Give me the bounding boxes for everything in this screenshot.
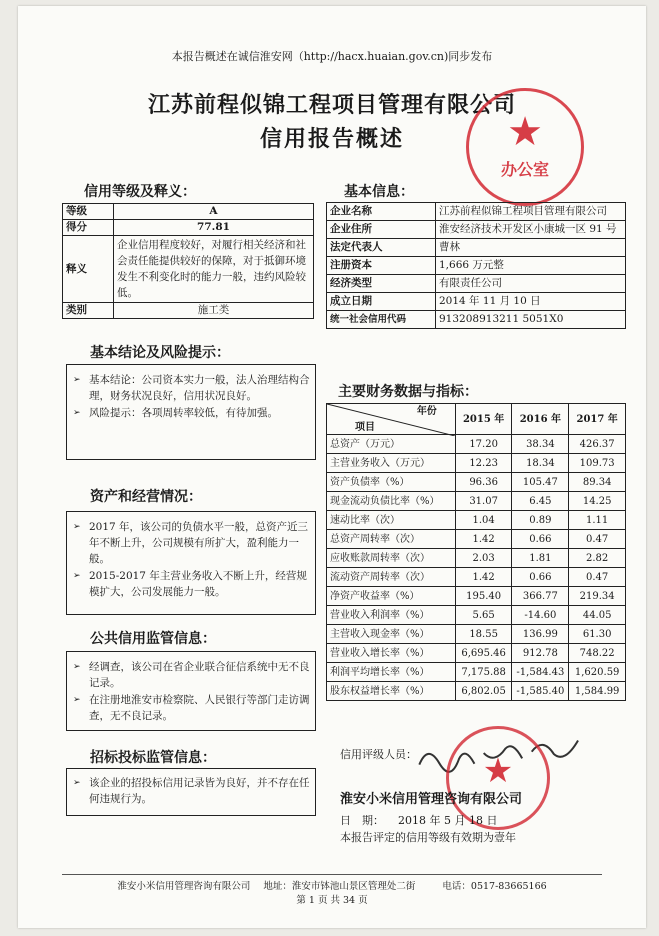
metric-value: 1.81 bbox=[512, 549, 569, 568]
footer-divider bbox=[62, 874, 602, 875]
metric-value: 0.47 bbox=[569, 568, 626, 587]
metric-value: 6,802.05 bbox=[455, 682, 512, 701]
arrow-bullet-icon: ➢ bbox=[73, 778, 81, 788]
year-header: 2016 年 bbox=[512, 404, 569, 435]
list-item: ➢ 风险提示：各项周转率较低，有待加强。 bbox=[73, 407, 278, 419]
table-row bbox=[327, 606, 626, 625]
arrow-bullet-icon: ➢ bbox=[73, 695, 81, 705]
metric-value: -1,584.43 bbox=[512, 663, 569, 682]
rating-table bbox=[62, 203, 314, 319]
footer-address: 地址：淮安市钵池山景区管理处二街 bbox=[263, 881, 416, 892]
table-row bbox=[327, 587, 626, 606]
table-row bbox=[327, 275, 626, 293]
seal-star-icon: ★ bbox=[482, 751, 514, 791]
metric-value: 12.23 bbox=[455, 454, 512, 473]
metric-value: 1,620.59 bbox=[569, 663, 626, 682]
financial-heading: 主要财务数据与指标： bbox=[338, 384, 478, 400]
table-row bbox=[327, 682, 626, 701]
bidding-heading: 招标投标监管信息： bbox=[90, 750, 216, 766]
table-row bbox=[327, 492, 626, 511]
metric-value: 31.07 bbox=[455, 492, 512, 511]
metric-name: 流动资产周转率（次） bbox=[327, 568, 456, 587]
table-row bbox=[327, 530, 626, 549]
metric-value: 0.89 bbox=[512, 511, 569, 530]
category-value: 施工类 bbox=[114, 303, 314, 319]
list-item: ➢ 基本结论：公司资本实力一般，法人治理结构合理，财务状况良好，信用状况良好。 bbox=[73, 374, 310, 402]
metric-name: 总资产周转率（次） bbox=[327, 530, 456, 549]
table-row bbox=[327, 293, 626, 311]
rating-heading: 信用等级及释义： bbox=[84, 184, 196, 200]
table-row bbox=[327, 549, 626, 568]
metric-name: 资产负债率（%） bbox=[327, 473, 456, 492]
report-page bbox=[18, 6, 646, 928]
economic-type-label: 经济类型 bbox=[327, 275, 436, 293]
arrow-bullet-icon: ➢ bbox=[73, 522, 81, 532]
list-item: ➢ 2017 年，该公司的负债水平一般，总资产近三年不断上升，公司规模有所扩大，盈利能力一般。 bbox=[73, 521, 309, 565]
assets-box bbox=[66, 511, 316, 615]
legal-rep-value: 曹林 bbox=[436, 239, 626, 257]
metric-value: 6.45 bbox=[512, 492, 569, 511]
metric-value: 6,695.46 bbox=[455, 644, 512, 663]
report-date: 日 期： 2018 年 5 月 18 日 bbox=[340, 814, 498, 827]
capital-value: 1,666 万元整 bbox=[436, 257, 626, 275]
capital-label: 注册资本 bbox=[327, 257, 436, 275]
meaning-value: 企业信用程度较好，对履行相关经济和社会责任能提供较好的保障，对于抵御环境发生不利变化时的能力一般，违约风险较低。 bbox=[114, 236, 314, 303]
metric-name: 主营收入现金率（%） bbox=[327, 625, 456, 644]
table-row bbox=[327, 511, 626, 530]
report-title: 信用报告概述 bbox=[259, 126, 404, 152]
meaning-label: 释义 bbox=[63, 236, 114, 303]
corner-header bbox=[327, 404, 456, 435]
table-row bbox=[327, 404, 626, 435]
credit-code-value: 913208913211 5051X0 bbox=[436, 311, 626, 329]
table-row bbox=[327, 257, 626, 275]
arrow-bullet-icon: ➢ bbox=[73, 662, 81, 672]
score-value: 77.81 bbox=[114, 220, 314, 236]
founded-value: 2014 年 11 月 10 日 bbox=[436, 293, 626, 311]
metric-value: -14.60 bbox=[512, 606, 569, 625]
metric-value: 105.47 bbox=[512, 473, 569, 492]
table-row bbox=[327, 644, 626, 663]
metric-value: 1.11 bbox=[569, 511, 626, 530]
metric-name: 总资产（万元） bbox=[327, 435, 456, 454]
metric-value: 2.03 bbox=[455, 549, 512, 568]
metric-value: 748.22 bbox=[569, 644, 626, 663]
corner-year-label: 年份 bbox=[416, 406, 437, 417]
metric-name: 现金流动负债比率（%） bbox=[327, 492, 456, 511]
score-label: 得分 bbox=[63, 220, 114, 236]
table-row bbox=[327, 663, 626, 682]
basic-info-heading: 基本信息： bbox=[344, 184, 414, 200]
company-title: 江苏前程似锦工程项目管理有限公司 bbox=[147, 92, 516, 118]
metric-value: 0.66 bbox=[512, 568, 569, 587]
metric-name: 营业收入利润率（%） bbox=[327, 606, 456, 625]
economic-type-value: 有限责任公司 bbox=[436, 275, 626, 293]
office-seal bbox=[466, 88, 584, 206]
metric-value: 89.34 bbox=[569, 473, 626, 492]
table-row bbox=[327, 473, 626, 492]
table-row bbox=[327, 454, 626, 473]
footer-phone: 电话：0517-83665166 bbox=[442, 881, 547, 892]
table-row bbox=[327, 203, 626, 221]
metric-value: 61.30 bbox=[569, 625, 626, 644]
table-row bbox=[327, 221, 626, 239]
metric-value: 1,584.99 bbox=[569, 682, 626, 701]
metric-value: 2.82 bbox=[569, 549, 626, 568]
founded-label: 成立日期 bbox=[327, 293, 436, 311]
metric-value: 14.25 bbox=[569, 492, 626, 511]
table-row bbox=[63, 236, 314, 303]
metric-value: 0.47 bbox=[569, 530, 626, 549]
metric-value: 0.66 bbox=[512, 530, 569, 549]
footer-info bbox=[18, 878, 646, 892]
metric-name: 股东权益增长率（%） bbox=[327, 682, 456, 701]
metric-value: 1.42 bbox=[455, 530, 512, 549]
year-header: 2015 年 bbox=[455, 404, 512, 435]
metric-value: 366.77 bbox=[512, 587, 569, 606]
metric-value: 426.37 bbox=[569, 435, 626, 454]
rating-company: 淮安小米信用管理咨询有限公司 bbox=[340, 792, 523, 807]
metric-value: -1,585.40 bbox=[512, 682, 569, 701]
address-value: 淮安经济技术开发区小康城一区 91 号 bbox=[436, 221, 626, 239]
assets-heading: 资产和经营情况： bbox=[90, 489, 202, 505]
public-credit-box bbox=[66, 651, 316, 731]
credit-code-label: 统一社会信用代码 bbox=[327, 311, 436, 329]
table-row bbox=[327, 435, 626, 454]
metric-value: 44.05 bbox=[569, 606, 626, 625]
address-label: 企业住所 bbox=[327, 221, 436, 239]
seal-star-icon: ★ bbox=[507, 109, 543, 155]
table-row bbox=[327, 239, 626, 257]
metric-value: 38.34 bbox=[512, 435, 569, 454]
page-number: 第 1 页 共 34 页 bbox=[296, 895, 368, 906]
seal-label: 办公室 bbox=[500, 160, 549, 179]
metric-value: 17.20 bbox=[455, 435, 512, 454]
metric-value: 1.42 bbox=[455, 568, 512, 587]
conclusion-heading: 基本结论及风险提示： bbox=[90, 345, 230, 361]
table-row bbox=[63, 220, 314, 236]
legal-rep-label: 法定代表人 bbox=[327, 239, 436, 257]
table-row bbox=[63, 303, 314, 319]
validity-note: 本报告评定的信用等级有效期为壹年 bbox=[340, 831, 516, 844]
arrow-bullet-icon: ➢ bbox=[73, 375, 81, 385]
arrow-bullet-icon: ➢ bbox=[73, 571, 81, 581]
metric-value: 5.65 bbox=[455, 606, 512, 625]
metric-name: 利润平均增长率（%） bbox=[327, 663, 456, 682]
company-name-label: 企业名称 bbox=[327, 203, 436, 221]
conclusion-box bbox=[66, 364, 316, 460]
metric-value: 1.04 bbox=[455, 511, 512, 530]
list-item: ➢ 2015-2017 年主营业务收入不断上升，经营规模扩大，公司发展能力一般。 bbox=[73, 570, 307, 598]
metric-value: 96.36 bbox=[455, 473, 512, 492]
metric-value: 7,175.88 bbox=[455, 663, 512, 682]
rater-label: 信用评级人员： bbox=[340, 748, 417, 761]
metric-value: 136.99 bbox=[512, 625, 569, 644]
metric-name: 速动比率（次） bbox=[327, 511, 456, 530]
metric-value: 912.78 bbox=[512, 644, 569, 663]
basic-info-table bbox=[326, 202, 626, 329]
metric-value: 195.40 bbox=[455, 587, 512, 606]
list-item: ➢ 该企业的招投标信用记录皆为良好，并不存在任何违规行为。 bbox=[73, 777, 310, 805]
metric-name: 应收账款周转率（次） bbox=[327, 549, 456, 568]
list-item: ➢ 在注册地淮安市检察院、人民银行等部门走访调查，无不良记录。 bbox=[73, 694, 310, 722]
metric-value: 219.34 bbox=[569, 587, 626, 606]
grade-label: 等级 bbox=[63, 204, 114, 220]
bidding-box bbox=[66, 768, 316, 816]
metric-value: 109.73 bbox=[569, 454, 626, 473]
corner-item-label: 项目 bbox=[355, 422, 375, 433]
company-name-value: 江苏前程似锦工程项目管理有限公司 bbox=[436, 203, 626, 221]
publication-notice: 本报告概述在诚信淮安网（http://hacx.huaian.gov.cn)同步发布 bbox=[171, 50, 493, 63]
metric-name: 营业收入增长率（%） bbox=[327, 644, 456, 663]
table-row bbox=[63, 204, 314, 220]
category-label: 类别 bbox=[63, 303, 114, 319]
metric-value: 18.55 bbox=[455, 625, 512, 644]
financial-table bbox=[326, 403, 626, 701]
grade-value: A bbox=[114, 204, 314, 220]
footer-company: 淮安小米信用管理咨询有限公司 bbox=[117, 881, 251, 892]
public-credit-heading: 公共信用监管信息： bbox=[90, 631, 216, 647]
arrow-bullet-icon: ➢ bbox=[73, 408, 81, 418]
table-row bbox=[327, 311, 626, 329]
table-row bbox=[327, 625, 626, 644]
metric-name: 净资产收益率（%） bbox=[327, 587, 456, 606]
metric-value: 18.34 bbox=[512, 454, 569, 473]
list-item: ➢ 经调查，该公司在省企业联合征信系统中无不良记录。 bbox=[73, 661, 310, 689]
metric-name: 主营业务收入（万元） bbox=[327, 454, 456, 473]
year-header: 2017 年 bbox=[569, 404, 626, 435]
table-row bbox=[327, 568, 626, 587]
